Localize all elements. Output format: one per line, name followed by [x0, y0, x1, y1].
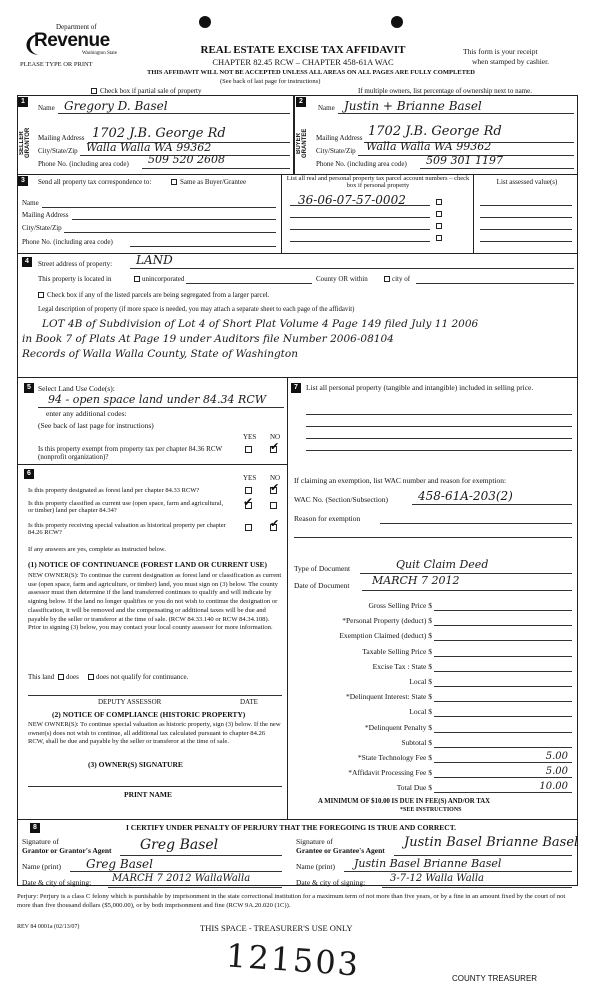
notice-compliance-body: NEW OWNER(S): To continue special valuation as historic property, sign (3) below. If the new owner(s) does not wish to continue, all additional tax calculated pursuant to chapter 84.26 RCW, shall be due and payable by the seller or transferor at the time of sale. — [28, 721, 281, 746]
section-number-3: 3 — [18, 176, 28, 186]
fee-row-label: Exemption Claimed (deduct) $ — [339, 631, 432, 640]
fee-row-line — [434, 671, 572, 672]
unincorporated-label: unincorporated — [142, 275, 185, 283]
grantor-sig-label-1: Signature of — [22, 837, 59, 846]
warning-text: THIS AFFIDAVIT WILL NOT BE ACCEPTED UNLESS ALL AREAS ON ALL PAGES ARE FULLY COMPLETED — [147, 69, 475, 76]
print-name-label: PRINT NAME — [124, 790, 172, 799]
form-title: REAL ESTATE EXCISE TAX AFFIDAVIT — [200, 44, 406, 56]
buyer-phone-field[interactable]: 509 301 1197 — [426, 154, 503, 167]
buyer-name-field[interactable]: Justin + Brianne Basel — [344, 99, 482, 113]
parcel-header: List all real and personal property tax parcel account numbers – check box if personal property — [286, 175, 470, 190]
buyer-name-label: Name — [318, 104, 335, 112]
fee-row-line — [434, 701, 572, 702]
section-number-6: 6 — [24, 469, 34, 479]
seller-side-label: SELLER GRANTOR — [19, 127, 31, 159]
fee-row-label: Taxable Selling Price $ — [362, 647, 432, 656]
fee-row-line — [434, 610, 572, 611]
grantor-signature[interactable]: Greg Basel — [140, 837, 219, 853]
section-number-7: 7 — [291, 383, 301, 393]
fee-row-label: *Personal Property (deduct) $ — [342, 616, 432, 625]
seller-name-label: Name — [38, 104, 55, 112]
section-number-8: 8 — [30, 823, 40, 833]
fee-row-line — [434, 686, 572, 687]
unincorporated-checkbox[interactable] — [134, 276, 140, 282]
same-as-buyer-checkbox[interactable] — [171, 179, 177, 185]
punch-hole-right — [391, 16, 403, 28]
recording-number: 121503 — [224, 936, 362, 984]
fee-row-line — [434, 732, 572, 733]
revision-code: REV 84 0001a (02/13/07) — [17, 924, 80, 930]
grantor-date-label: Date & city of signing: — [22, 878, 92, 887]
land-does-not-checkbox[interactable] — [88, 674, 94, 680]
street-label: Street address of property: — [38, 260, 113, 268]
exempt-yes-checkbox[interactable] — [245, 446, 252, 453]
minimum-due-note: A MINIMUM OF $10.00 IS DUE IN FEE(S) AND/OR TAX — [318, 798, 491, 805]
grantee-name-label: Name (print) — [296, 862, 335, 871]
legal-line-1[interactable]: LOT 4B of Subdivision of Lot 4 of Short Plat Volume 4 Page 149 filed July 11 2006 — [42, 318, 479, 330]
parcel-personal-checkbox-1[interactable] — [436, 199, 442, 205]
doc-date-label: Date of Document — [294, 581, 350, 590]
see-instructions-note: *SEE INSTRUCTIONS — [400, 807, 462, 813]
forest-yes-checkbox[interactable] — [245, 487, 252, 494]
deputy-assessor-label: DEPUTY ASSESSOR — [98, 698, 162, 706]
enter-additional-label: enter any additional codes: — [46, 409, 127, 418]
fee-row-label: Local $ — [409, 707, 432, 716]
legal-label: Legal description of property (if more space is needed, you may attach a separate sheet to each page of the affidavit) — [38, 306, 355, 313]
receipt-note-1: This form is your receipt — [463, 47, 538, 56]
fee-row-line — [434, 792, 572, 793]
logo-name: Revenue — [34, 30, 110, 51]
land-use-field[interactable]: 94 - open space land under 84.34 RCW — [48, 393, 267, 406]
fee-row-line — [434, 762, 572, 763]
yes-header-5: YES — [243, 433, 257, 441]
doc-type-label: Type of Document — [294, 564, 351, 573]
grantee-date-field[interactable]: 3-7-12 Walla Walla — [390, 873, 485, 884]
parcel-number-field[interactable]: 36-06-07-57-0002 — [298, 193, 406, 207]
reason-label: Reason for exemption — [294, 514, 361, 523]
current-use-question: Is this property classified as current use (open space, farm and agricultural, or timber) land per chapter 84.34? — [28, 500, 224, 515]
fee-row-label: Excise Tax : State $ — [372, 662, 432, 671]
partial-sale-checkbox[interactable] — [91, 88, 97, 94]
wac-label: WAC No. (Section/Subsection) — [294, 495, 388, 504]
section-number-4: 4 — [22, 257, 32, 267]
fee-row-label: Gross Selling Price $ — [368, 601, 432, 610]
partial-sale-label: Check box if partial sale of property — [100, 87, 202, 95]
owner-signature-label: (3) OWNER(S) SIGNATURE — [88, 760, 183, 769]
grantor-name-field[interactable]: Greg Basel — [86, 857, 153, 871]
historic-question: Is this property receiving special valuation as historical property per chapter 84.26 RCW? — [28, 522, 226, 537]
corr-name-label: Name — [22, 199, 39, 207]
certify-statement: I CERTIFY UNDER PENALTY OF PERJURY THAT THE FOREGOING IS TRUE AND CORRECT. — [126, 823, 457, 832]
fee-row-line — [434, 747, 572, 748]
buyer-phone-label: Phone No. (including area code) — [316, 160, 407, 168]
personal-property-label: List all personal property (tangible and intangible) included in selling price. — [306, 383, 534, 392]
segregated-label: Check box if any of the listed parcels are being segregated from a larger parcel. — [47, 291, 270, 299]
correspondence-label: Send all property tax correspondence to: — [38, 178, 152, 186]
fee-row-line — [434, 716, 572, 717]
land-does-label: does — [66, 673, 79, 681]
county-treasurer-label: COUNTY TREASURER — [452, 974, 538, 983]
grantee-signature[interactable]: Justin Basel Brianne Basel — [404, 835, 579, 850]
seller-address-field[interactable]: 1702 J.B. George Rd — [92, 126, 226, 141]
see-back-5: (See back of last page for instructions) — [38, 421, 154, 430]
yes-header-6: YES — [243, 474, 257, 482]
buyer-city-label: City/State/Zip — [316, 147, 356, 155]
fee-row-value[interactable]: 5.00 — [545, 766, 568, 777]
exempt-no-check: ✔ — [270, 441, 280, 453]
dor-logo — [20, 23, 130, 65]
grantee-date-label: Date & city of signing: — [296, 878, 366, 887]
please-type: PLEASE TYPE OR PRINT — [20, 61, 93, 68]
seller-name-field[interactable]: Gregory D. Basel — [64, 99, 168, 113]
fee-row-line — [434, 625, 572, 626]
located-label: This property is located in — [38, 275, 112, 283]
grantee-sig-label-2: Grantee or Grantee's Agent — [296, 846, 385, 855]
no-header-5: NO — [270, 433, 281, 441]
exempt-question: Is this property exempt from property tax per chapter 84.36 RCW (nonprofit organization)? — [38, 445, 222, 462]
grantee-sig-label-1: Signature of — [296, 837, 333, 846]
assessed-header: List assessed value(s) — [496, 178, 558, 186]
county-label: County OR within — [316, 275, 368, 283]
section-number-1: 1 — [18, 97, 28, 107]
grantee-name-field[interactable]: Justin Basel Brianne Basel — [354, 857, 502, 870]
corr-phone-label: Phone No. (including area code) — [22, 238, 113, 246]
fee-row-label: Subtotal $ — [401, 738, 432, 747]
seller-phone-field[interactable]: 509 520 2608 — [148, 153, 225, 166]
legal-line-2[interactable]: in Book 7 of Plats At Page 19 under Auditors file Number 2006-08104 — [22, 333, 394, 345]
fee-row-label: *Affidavit Processing Fee $ — [348, 768, 432, 777]
parcel-personal-checkbox-3[interactable] — [436, 223, 442, 229]
current-use-no-checkbox[interactable] — [270, 502, 277, 509]
fee-row-line — [434, 777, 572, 778]
current-use-yes-check: ✔ — [243, 495, 254, 509]
date-label: DATE — [240, 698, 258, 706]
grantor-name-label: Name (print) — [22, 862, 61, 871]
multiple-owners-note: If multiple owners, list percentage of ownership next to name. — [358, 87, 532, 95]
fee-row-value[interactable]: 5.00 — [545, 751, 568, 762]
this-land-label: This land — [28, 673, 55, 681]
fee-row-label: Local $ — [409, 677, 432, 686]
perjury-notice: Perjury: Perjury is a class C felony which is punishable by imprisonment in the state correctional institution for a maximum term of not more than five years, or by a fine in an amount fixed by the court of not more than five thousand dollars ($5,000.00), or by both imprisonment and fine (RCW 9A.20.020 (1C)). — [17, 893, 566, 909]
logo-dept: Department of — [56, 23, 97, 31]
treasurer-space: THIS SPACE - TREASURER'S USE ONLY — [200, 923, 353, 933]
historic-no-check: ✔ — [270, 518, 280, 530]
same-as-buyer-label: Same as Buyer/Grantee — [180, 178, 247, 186]
section-number-2: 2 — [296, 97, 306, 107]
grantor-sig-label-2: Grantor or Grantor's Agent — [22, 846, 112, 855]
corr-city-label: City/State/Zip — [22, 224, 62, 232]
seller-city-field[interactable]: Walla Walla WA 99362 — [86, 141, 212, 154]
buyer-city-field[interactable]: Walla Walla WA 99362 — [366, 140, 492, 153]
seller-phone-label: Phone No. (including area code) — [38, 160, 129, 168]
land-does-checkbox[interactable] — [58, 674, 64, 680]
fee-row-label: *Delinquent Interest: State $ — [345, 692, 432, 701]
doc-type-field[interactable]: Quit Claim Deed — [396, 558, 489, 571]
street-field[interactable]: LAND — [136, 253, 173, 267]
fee-row-line — [434, 640, 572, 641]
legal-line-3[interactable]: Records of Walla Walla County, State of Washington — [22, 348, 298, 360]
corr-address-label: Mailing Address — [22, 211, 69, 219]
punch-hole-left — [199, 16, 211, 28]
see-back-header: (See back of last page for instructions) — [220, 78, 321, 85]
fee-row-label: *State Technology Fee $ — [357, 753, 432, 762]
historic-yes-checkbox[interactable] — [245, 524, 252, 531]
grantor-date-field[interactable]: MARCH 7 2012 WallaWalla — [112, 873, 251, 884]
doc-date-field[interactable]: MARCH 7 2012 — [372, 574, 460, 587]
forest-no-check: ✔ — [270, 482, 280, 494]
wac-field[interactable]: 458-61A-203(2) — [418, 489, 513, 503]
parcel-personal-checkbox-2[interactable] — [436, 211, 442, 217]
form-subtitle: CHAPTER 82.45 RCW – CHAPTER 458-61A WAC — [212, 57, 394, 67]
claiming-label: If claiming an exemption, list WAC number and reason for exemption: — [294, 476, 507, 485]
notice-compliance-title: (2) NOTICE OF COMPLIANCE (HISTORIC PROPERTY) — [52, 710, 246, 719]
parcel-personal-checkbox-4[interactable] — [436, 235, 442, 241]
fee-row-label: Total Due $ — [396, 783, 432, 792]
land-use-label: Select Land Use Code(s): — [38, 384, 115, 393]
seller-address-label: Mailing Address — [38, 134, 85, 142]
buyer-side-label: BUYER GRANTEE — [296, 128, 308, 158]
city-of-label: city of — [392, 275, 411, 283]
seller-city-label: City/State/Zip — [38, 147, 78, 155]
notice-continuance-title: (1) NOTICE OF CONTINUANCE (FOREST LAND OR CURRENT USE) — [28, 560, 268, 569]
buyer-address-label: Mailing Address — [316, 134, 363, 142]
buyer-address-field[interactable]: 1702 J.B. George Rd — [368, 124, 502, 139]
fee-row-label: *Delinquent Penalty $ — [364, 723, 432, 732]
no-header-6: NO — [270, 474, 281, 482]
fee-row-line — [434, 656, 572, 657]
forest-question: Is this property designated as forest land per chapter 84.33 RCW? — [28, 487, 200, 494]
segregated-checkbox[interactable] — [38, 292, 44, 298]
receipt-note-2: when stamped by cashier. — [472, 57, 550, 66]
land-does-not-label: does not qualify for continuance. — [96, 673, 189, 681]
notice-continuance-body: NEW OWNER(S): To continue the current designation as forest land or classification as current use (open space, farm and agriculture, or timber) land, you must sign on (3) below. The county assessor must then determine if the land transferred continues to qualify and will indicate by signing below. If the land no longer qualifies or you do not wish to continue the designation or classification, it will be removed and the compensating or additional taxes will be due and payable by the seller or transferor at the time of sale. (RCW 84.33.140 or RCW 84.34.108). Prior to signing (3) below, you may contact your local county assessor for more information. — [28, 572, 282, 632]
fee-row-value[interactable]: 10.00 — [539, 781, 568, 792]
logo-state: Washington State — [82, 51, 118, 56]
if-yes-note: If any answers are yes, complete as instructed below. — [28, 546, 166, 553]
section-number-5: 5 — [24, 383, 34, 393]
city-of-checkbox[interactable] — [384, 276, 390, 282]
